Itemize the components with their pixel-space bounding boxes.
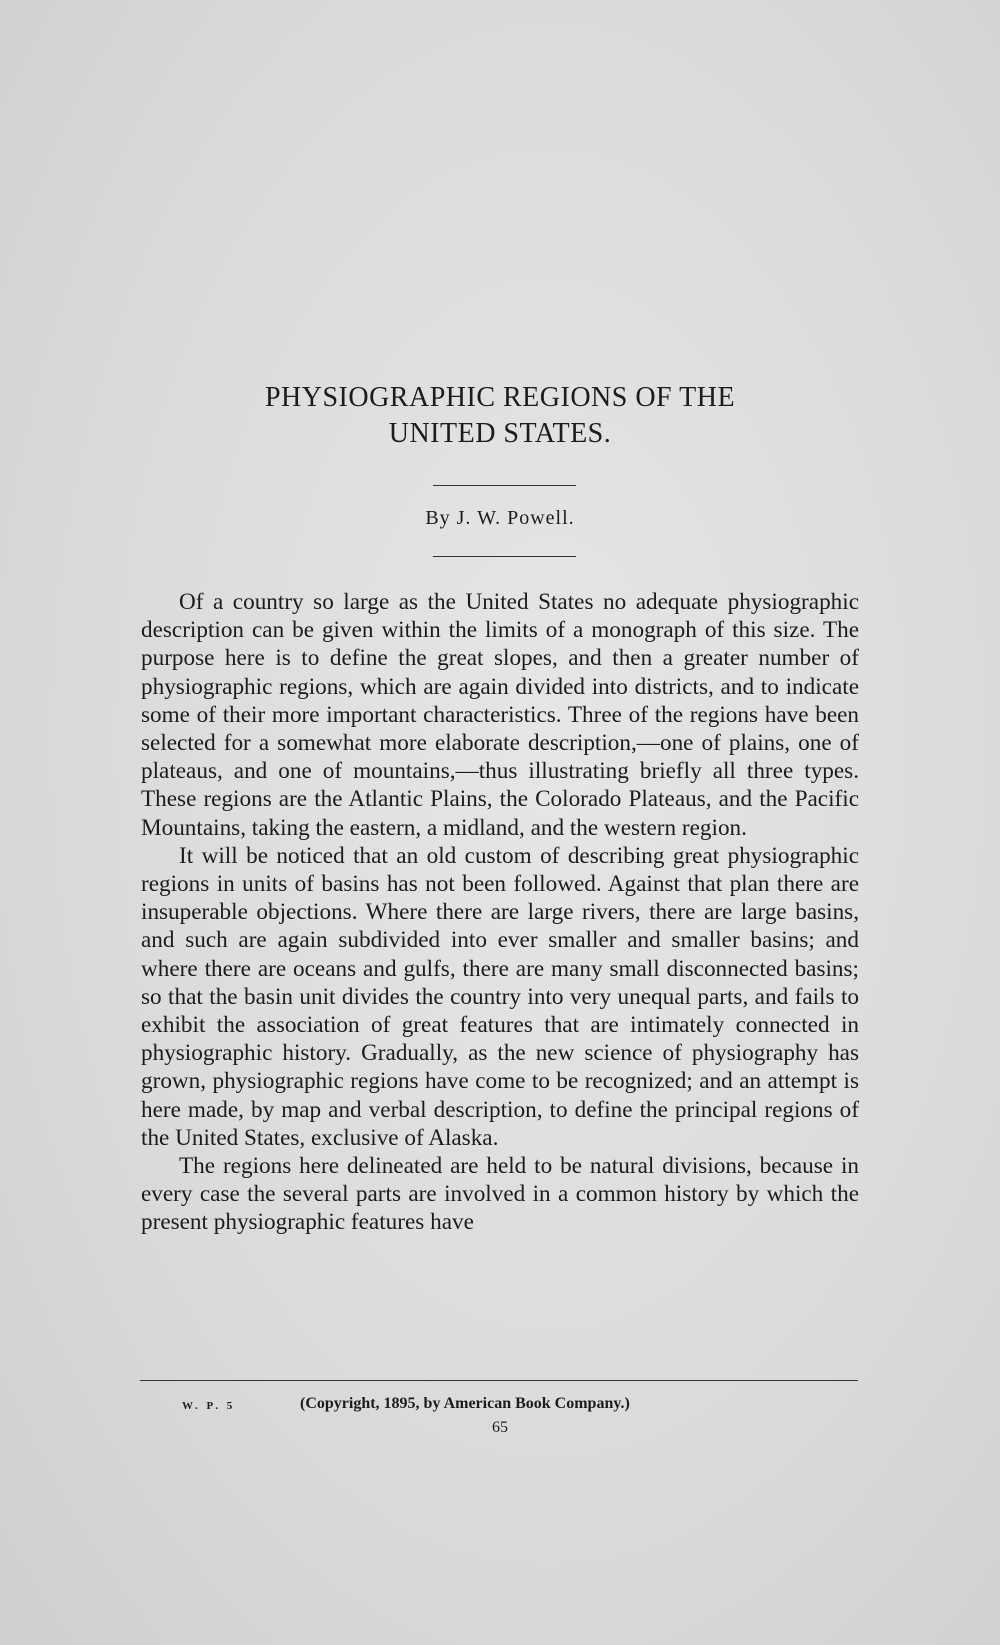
article-body [141, 588, 859, 1237]
paragraph-1: Of a country so large as the United States no adequate physiographic description can be given within the limits of a monograph of this size. The purpose here is to define the great slopes, and then a greater number of physiographic regions, which are again divided into districts, and to indicate some of their more important characteristics. Three of the regions have been selected for a somewhat more elaborate description,—one of plains, one of plateaus, and one of mountains,—thus illustrating briefly all three types. These regions are the Atlantic Plains, the Colorado Plateaus, and the Pacific Mountains, taking the eastern, a midland, and the western region. [141, 589, 859, 841]
title-line-1: PHYSIOGRAPHIC REGIONS OF THE [264, 382, 736, 413]
title-line-2: UNITED STATES. [388, 418, 612, 449]
copyright-notice: (Copyright, 1895, by American Book Company.) [300, 1395, 630, 1412]
title-divider [433, 485, 576, 486]
paragraph-2: It will be noticed that an old custom of describing great physiographic regions in units of basins has not been followed. Against that plan there are insuperable objections. Where there are large rivers, there are large basins, and such are again subdivided into ever smaller and smaller basins; and where there are oceans and gulfs, there are many small disconnected basins; so that the basin unit divides the country into very unequal parts, and fails to exhibit the association of great features that are intimately connected in physiographic history. Gradually, as the new science of physiography has grown, physiographic regions have come to be recognized; and an attempt is here made, by map and verbal description, to define the principal regions of the United States, exclusive of Alaska. [141, 842, 859, 1151]
footer-divider [140, 1380, 858, 1381]
printer-signature: W. P. 5 [182, 1400, 236, 1412]
article-title [0, 380, 1000, 452]
author-byline: By J. W. Powell. [425, 507, 575, 529]
page-number: 65 [492, 1419, 508, 1436]
byline-divider [433, 556, 576, 557]
paragraph-3: The regions here delineated are held to be natural divisions, because in every case the several parts are involved in a common history by which the present physiographic features have [141, 1153, 859, 1236]
